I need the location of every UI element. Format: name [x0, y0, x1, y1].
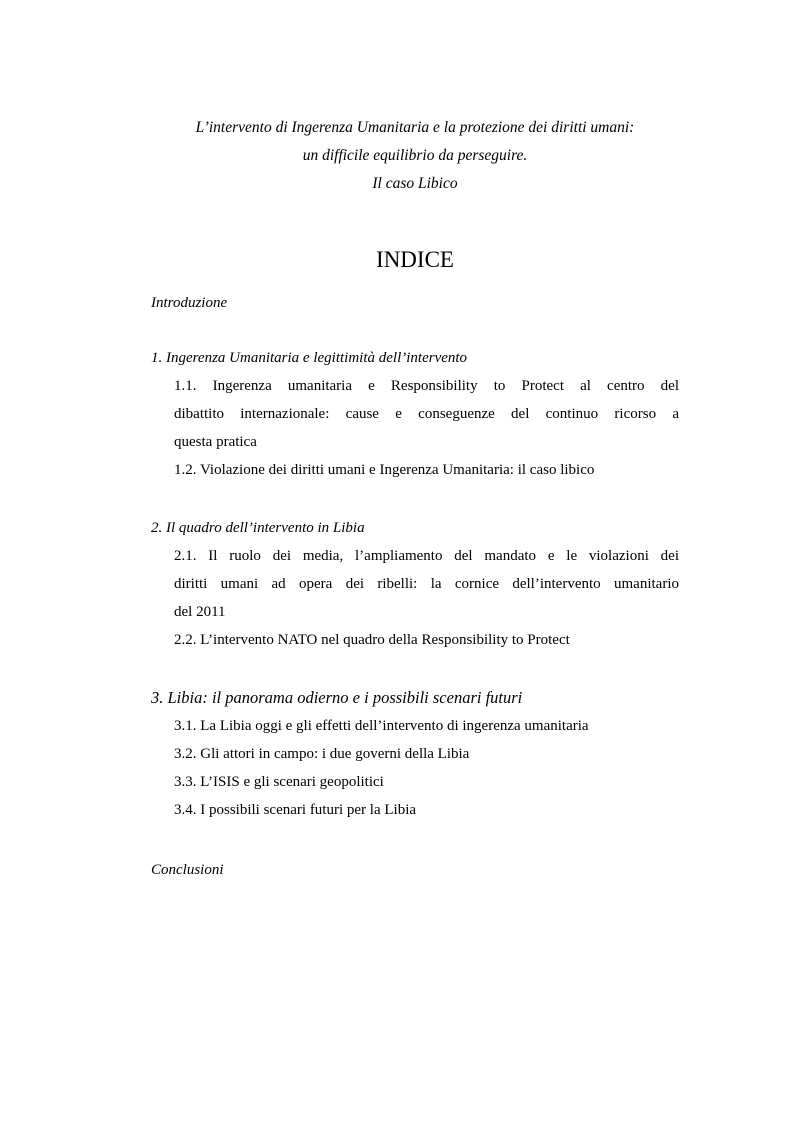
toc-line: diritti umani ad opera dei ribelli: la cornice dell’intervento umanitario: [174, 576, 679, 592]
toc-subsection-1-2: [151, 456, 679, 484]
toc-section-3: [151, 684, 679, 824]
toc-section-title: 1. Ingerenza Umanitaria e legittimità dell’intervento: [151, 350, 468, 366]
index-heading: INDICE: [376, 247, 454, 272]
toc-line: dibattito internazionale: cause e conseguenze del continuo ricorso a: [174, 406, 679, 422]
toc-subsection-3-2: [151, 740, 679, 768]
toc-subsection-3-4: [151, 796, 679, 824]
toc-line: 1.1. Ingerenza umanitaria e Responsibility to Protect al centro del: [174, 378, 679, 394]
toc-section-title: 3. Libia: il panorama odierno e i possibili scenari futuri: [151, 688, 523, 707]
document-title: [0, 114, 794, 198]
toc-subsection-3-1: [151, 712, 679, 740]
toc-line: 3.3. L’ISIS e gli scenari geopolitici: [174, 774, 384, 790]
toc-subsection-3-3: [151, 768, 679, 796]
toc-line: 2.1. Il ruolo dei media, l’ampliamento del mandato e le violazioni dei: [174, 548, 679, 564]
toc-line: del 2011: [174, 604, 226, 620]
title-line-3: Il caso Libico: [372, 175, 458, 192]
toc-introduction: Introduzione: [151, 295, 228, 311]
toc-line: questa pratica: [174, 434, 257, 450]
toc-subsection-1-1: [151, 372, 679, 456]
toc-section-2: [151, 514, 679, 654]
toc-line: 2.2. L’intervento NATO nel quadro della Responsibility to Protect: [174, 632, 570, 648]
title-line-2: un difficile equilibrio da perseguire.: [302, 147, 528, 164]
toc-subsection-2-1: [151, 542, 679, 626]
toc-line: 3.2. Gli attori in campo: i due governi della Libia: [174, 746, 470, 762]
toc-line: 3.4. I possibili scenari futuri per la Libia: [174, 802, 417, 818]
toc-section-title: 2. Il quadro dell’intervento in Libia: [151, 520, 365, 536]
toc-line: 3.1. La Libia oggi e gli effetti dell’intervento di ingerenza umanitaria: [174, 718, 589, 734]
toc-subsection-2-2: [151, 626, 679, 654]
title-line-1: L’intervento di Ingerenza Umanitaria e la protezione dei diritti umani:: [195, 119, 635, 136]
toc-section-1: [151, 344, 679, 484]
toc-conclusion: Conclusioni: [151, 862, 224, 878]
toc-line: 1.2. Violazione dei diritti umani e Ingerenza Umanitaria: il caso libico: [174, 462, 595, 478]
